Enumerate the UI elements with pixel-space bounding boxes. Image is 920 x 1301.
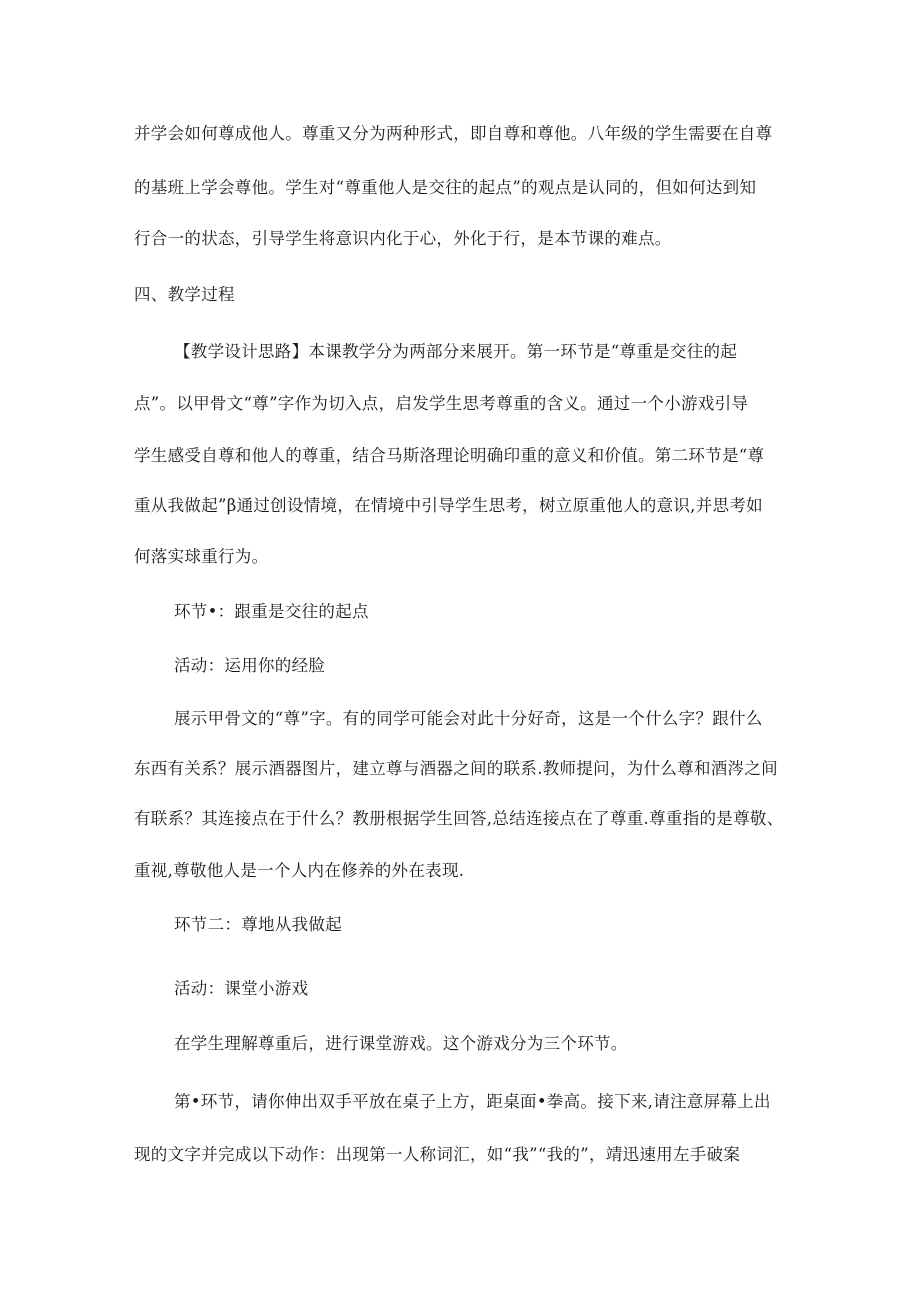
- paragraph-line: 点”。以甲骨文“尊”字作为切入点，启发学生思考尊重的含义。通过一个小游戏引导: [134, 394, 749, 413]
- paragraph-line: 展示甲骨文的“尊”字。有的同学可能会对此十分好奇，这是一个什么字？跟什么: [174, 709, 763, 728]
- paragraph-line: 并学会如何尊成他人。尊重又分为两种形式，即自尊和尊他。八年级的学生需要在自尊: [134, 124, 773, 143]
- paragraph-line: 东西有关系？展示酒器图片，建立尊与酒器之间的联系.教师提问，为什么尊和酒涔之间: [134, 759, 778, 778]
- paragraph-line: 学生感受自尊和他人的尊重，结合马斯洛理论明确印重的意义和价值。第二环节是“尊: [134, 446, 765, 465]
- subsection-heading: 环节二：尊地从我做起: [174, 915, 342, 934]
- paragraph-line: 现的文字并完成以下动作：出现第一人称词汇，如“我”“我的”，靖迅速用左手破案: [134, 1145, 741, 1164]
- paragraph-line: 行合一的状态，引导学生将意识内化于心，外化于行，是本节课的难点。: [134, 229, 672, 248]
- activity-heading: 活动：运用你的经脸: [174, 656, 326, 675]
- section-heading: 四、教学过程: [134, 285, 235, 304]
- paragraph-line: 的基班上学会尊他。学生对“尊重他人是交往的起点”的观点是认同的，但如何达到知: [134, 178, 757, 197]
- paragraph-line: 重从我做起”β通过创设情境，在情境中引导学生思考，树立原重他人的意识,并思考如: [134, 496, 763, 515]
- paragraph-line: 在学生理解尊重后，进行课堂游戏。这个游戏分为三个环节。: [174, 1034, 628, 1053]
- paragraph-line: 有联系？其连接点在于什么？教册根据学生回答,总结连接点在了尊重.尊重指的是尊敬、: [134, 809, 784, 828]
- subsection-heading: 环节•：跟重是交往的起点: [174, 602, 369, 621]
- paragraph-line: 【教学设计思路】本课教学分为两部分来展开。第一环节是“尊重是交往的起: [174, 342, 738, 361]
- activity-heading: 活动：课堂小游戏: [174, 979, 309, 998]
- paragraph-line: 何落实球重行为。: [134, 547, 269, 566]
- paragraph-line: 第•环节，请你伸出双手平放在桌子上方，距桌面•拳高。接下来,请注意屏幕上出: [174, 1092, 771, 1111]
- paragraph-line: 重视,尊敬他人是一个人内在修养的外在表现.: [134, 861, 465, 880]
